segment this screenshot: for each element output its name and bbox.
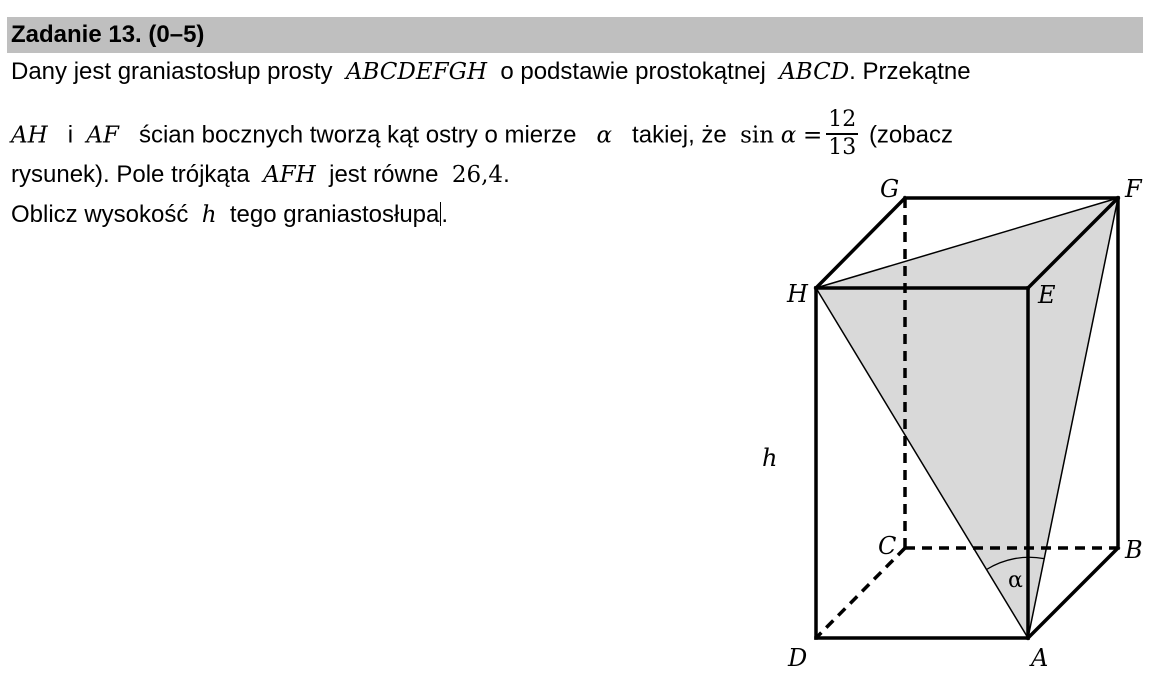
math-sin: sin [740, 122, 775, 149]
fraction-denominator: 13 [828, 135, 857, 160]
label-f: F [1125, 175, 1142, 203]
text-segment: jest równe [329, 161, 439, 188]
math-base-name: ABCD [779, 59, 850, 85]
text-segment: . [503, 161, 510, 188]
math-diagonal-af: AF [86, 122, 119, 149]
math-area-value: 26,4 [451, 162, 504, 188]
text-segment: takiej, że [632, 121, 727, 149]
math-height-h: h [201, 202, 217, 228]
text-segment: tego graniastosłupa [229, 201, 440, 228]
text-segment: . [441, 201, 449, 228]
label-e: E [1038, 281, 1056, 309]
label-a: A [1031, 644, 1049, 672]
label-d: D [788, 644, 808, 672]
text-segment: ścian bocznych tworzą kąt ostry o mierze [138, 121, 577, 149]
text-segment: i [67, 121, 74, 149]
text-segment: rysunek). Pole trójkąta [11, 161, 250, 188]
edge-cd [816, 548, 905, 638]
text-segment: Oblicz wysokość [11, 201, 189, 228]
label-g: G [880, 175, 900, 203]
math-diagonal-ah: AH [11, 122, 48, 149]
text-segment: Dany jest graniastosłup prosty [11, 58, 333, 85]
text-segment: o podstawie prostokątnej [500, 58, 766, 85]
label-height-h: h [762, 444, 778, 472]
text-segment: . Przekątne [849, 58, 971, 85]
math-triangle-name: AFH [263, 162, 316, 188]
task-title: Zadanie 13. (0–5) [11, 21, 205, 48]
math-alpha: α [780, 122, 797, 149]
label-alpha: α [1008, 568, 1023, 593]
text-segment: (zobacz [868, 121, 953, 149]
math-equals: = [802, 122, 823, 149]
math-prism-name: ABCDEFGH [345, 59, 487, 85]
fraction-numerator: 12 [826, 108, 858, 135]
label-c: C [878, 532, 897, 560]
math-alpha: α [596, 122, 613, 149]
label-b: B [1125, 536, 1143, 564]
label-h: H [787, 280, 808, 308]
